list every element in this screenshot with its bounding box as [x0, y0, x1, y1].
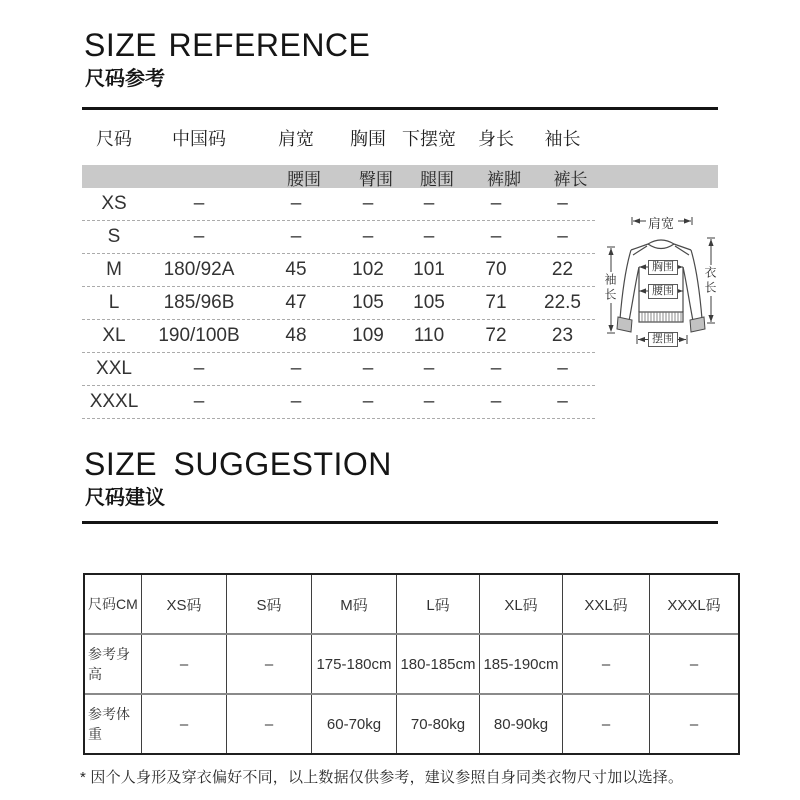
value-cell: 101	[413, 259, 445, 280]
value-cell: 72	[485, 325, 507, 346]
value-cell: –	[490, 193, 502, 214]
value-cell: –	[557, 193, 568, 214]
value-cell: 22.5	[544, 292, 581, 313]
value-cell: 80-90kg	[480, 695, 563, 753]
table-row	[85, 693, 738, 753]
size-cell: M	[106, 259, 122, 280]
table-row	[82, 254, 595, 287]
cn-size-cell: 180/92A	[163, 259, 235, 280]
col-header: 肩宽	[278, 129, 314, 149]
diagram-waist-label: 腰围	[648, 284, 678, 299]
value-cell: –	[290, 193, 302, 214]
col-header: 下摆宽	[402, 129, 456, 149]
section-divider-rule	[82, 107, 718, 110]
size-cell: S	[107, 226, 121, 247]
size-cell: XXXL	[89, 391, 139, 412]
value-cell: –	[563, 695, 650, 753]
value-cell: 109	[352, 325, 384, 346]
cn-size-cell: –	[193, 193, 205, 214]
row-label: 参考身高	[85, 635, 142, 693]
value-cell: 23	[551, 325, 574, 346]
value-cell: 60-70kg	[312, 695, 397, 753]
value-cell: –	[423, 391, 435, 412]
value-cell: –	[557, 391, 568, 412]
value-cell: 48	[285, 325, 307, 346]
ref-header-row	[82, 111, 595, 165]
value-cell: –	[557, 226, 568, 247]
col-header: 尺码CM	[85, 575, 142, 633]
value-cell: –	[227, 695, 312, 753]
table-row	[85, 633, 738, 693]
col-header: XXXL码	[667, 596, 721, 614]
size-cell: XXL	[96, 358, 132, 379]
col-header: 袖长	[544, 129, 581, 149]
diagram-hem-label: 摆围	[648, 332, 678, 347]
diagram-garment-length-label: 衣长	[703, 266, 717, 296]
row-label: 参考体重	[85, 695, 142, 753]
size-suggestion-subtitle: 尺码建议	[85, 487, 165, 509]
value-cell: –	[142, 635, 227, 693]
col-header: 身长	[478, 129, 514, 149]
value-cell: –	[423, 193, 435, 214]
value-cell: –	[490, 358, 502, 379]
value-cell: –	[290, 358, 302, 379]
col-header: 中国码	[172, 129, 226, 149]
col-subheader: 臀围	[359, 170, 393, 189]
diagram-chest-label: 胸围	[648, 260, 678, 275]
col-subheader: 腰围	[287, 170, 321, 189]
table-row	[82, 320, 595, 353]
value-cell: –	[490, 226, 502, 247]
value-cell: –	[290, 391, 302, 412]
size-suggestion-title: SIZE SUGGESTION	[84, 446, 392, 482]
size-suggestion-table	[83, 573, 740, 755]
value-cell: 45	[285, 259, 307, 280]
col-header: XL码	[480, 575, 563, 633]
table-row	[82, 353, 595, 386]
value-cell: –	[362, 226, 374, 247]
section-divider-rule	[82, 521, 718, 524]
value-cell: 105	[352, 292, 384, 313]
col-header: L码	[397, 575, 480, 633]
value-cell: –	[362, 193, 374, 214]
table-row	[82, 188, 595, 221]
value-cell: –	[227, 635, 312, 693]
value-cell: 185-190cm	[480, 635, 563, 693]
col-header: M码	[312, 575, 397, 633]
cn-size-cell: –	[193, 226, 205, 247]
size-cell: XL	[102, 325, 126, 346]
size-reference-table	[82, 111, 595, 419]
value-cell: 71	[485, 292, 507, 313]
value-cell: –	[290, 226, 302, 247]
diagram-shoulder-label: 肩宽	[647, 216, 674, 231]
col-header: XS码	[142, 575, 227, 633]
col-subheader: 裤脚	[487, 170, 521, 189]
col-header: 尺码	[96, 129, 132, 149]
value-cell: 180-185cm	[397, 635, 480, 693]
value-cell: 70	[485, 259, 507, 280]
footnote-text: * 因个人身形及穿衣偏好不同，以上数据仅供参考，建议参照自身同类衣物尺寸加以选择。	[80, 769, 684, 786]
diagram-sleeve-length-label: 袖长	[603, 273, 617, 303]
table-row	[82, 386, 595, 419]
value-cell: –	[557, 358, 568, 379]
value-cell: –	[689, 715, 699, 733]
col-subheader: 腿围	[420, 170, 454, 189]
value-cell: 70-80kg	[397, 695, 480, 753]
size-cell: L	[108, 292, 120, 313]
ref-subheader-row	[82, 165, 595, 188]
cn-size-cell: –	[193, 391, 205, 412]
value-cell: –	[563, 635, 650, 693]
col-header: XXL码	[563, 575, 650, 633]
value-cell: –	[490, 391, 502, 412]
size-reference-title: SIZE REFERENCE	[84, 27, 371, 63]
col-header: S码	[227, 575, 312, 633]
value-cell: 110	[413, 325, 445, 346]
value-cell: –	[142, 695, 227, 753]
size-reference-subtitle: 尺码参考	[85, 68, 165, 90]
value-cell: –	[362, 391, 374, 412]
value-cell: –	[423, 358, 435, 379]
cn-size-cell: 185/96B	[163, 292, 235, 313]
value-cell: –	[689, 655, 699, 673]
value-cell: 22	[551, 259, 574, 280]
cn-size-cell: 190/100B	[158, 325, 240, 346]
value-cell: 175-180cm	[312, 635, 397, 693]
col-subheader: 裤长	[553, 170, 588, 189]
table-row	[82, 221, 595, 254]
suggestion-header-row	[85, 575, 738, 633]
size-cell: XS	[101, 193, 127, 214]
col-header: 胸围	[350, 129, 386, 149]
value-cell: –	[423, 226, 435, 247]
value-cell: –	[362, 358, 374, 379]
value-cell: 47	[285, 292, 307, 313]
value-cell: 102	[352, 259, 384, 280]
cn-size-cell: –	[193, 358, 205, 379]
value-cell: 105	[413, 292, 445, 313]
table-row	[82, 287, 595, 320]
